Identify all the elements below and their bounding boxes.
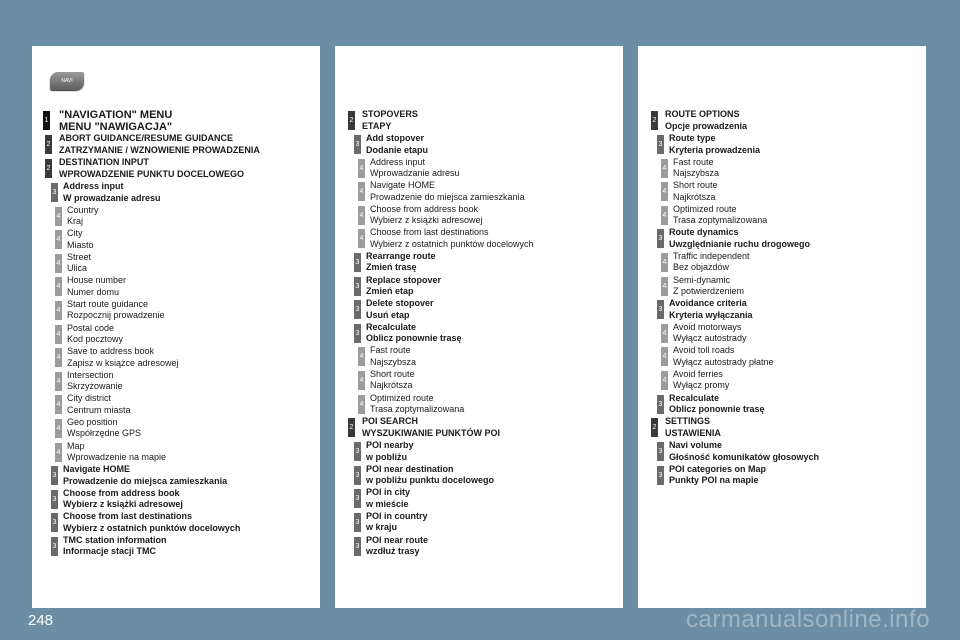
entry-label-en: Avoid toll roads <box>673 345 735 356</box>
entry-label-pl: Miasto <box>67 239 94 250</box>
entry-label-en: Short route <box>673 180 718 191</box>
entry-label-en: Avoid ferries <box>673 368 723 379</box>
menu-entry <box>335 322 623 346</box>
menu-entry <box>638 251 926 275</box>
entry-label-pl: Trasa zoptymalizowana <box>673 215 768 226</box>
menu-entry <box>638 464 926 488</box>
entry-label-en: Avoid motorways <box>673 321 742 332</box>
menu-column-3 <box>638 46 926 608</box>
entry-label-pl: Rozpocznij prowadzenie <box>67 310 165 321</box>
entry-label-en: City <box>67 228 83 239</box>
menu-tree-3 <box>638 109 926 487</box>
entry-label-pl: Bez objazdów <box>673 262 730 273</box>
entry-label-pl: Najkrótsza <box>370 380 413 391</box>
level-badge: 3 <box>354 277 361 296</box>
entry-label-en: Optimized route <box>370 392 434 403</box>
entry-label-pl: Numer domu <box>67 286 120 297</box>
entry-label-en: Fast route <box>370 345 411 356</box>
entry-label-en: Intersection <box>67 369 114 380</box>
entry-label-pl: Oblicz ponownie trasę <box>366 333 462 344</box>
entry-label-pl: Informacje stacji TMC <box>63 546 157 557</box>
level-badge: 3 <box>657 135 664 154</box>
navi-button-icon: NAVI <box>50 72 84 90</box>
menu-entry <box>638 440 926 464</box>
entry-label-en: Address input <box>63 181 124 191</box>
entry-label-pl: W prowadzanie adresu <box>63 192 161 203</box>
menu-entry <box>638 227 926 251</box>
level-badge: 4 <box>55 419 62 438</box>
menu-entry <box>335 204 623 228</box>
menu-entry <box>32 109 320 133</box>
entry-label-en: Semi-dynamic <box>673 274 731 285</box>
entry-label-pl: Zapisz w książce adresowej <box>67 357 179 368</box>
level-badge: 4 <box>661 371 668 390</box>
entry-label-en: Navi volume <box>669 440 723 451</box>
menu-entry <box>32 228 320 252</box>
level-badge: 4 <box>661 182 668 201</box>
entry-label-pl: Prowadzenie do miejsca zamieszkania <box>63 475 228 486</box>
entry-label-en: DESTINATION INPUT <box>59 157 149 167</box>
entry-label-en: POI near route <box>366 534 429 545</box>
entry-label-en: Navigate HOME <box>370 180 436 191</box>
entry-label-en: Rearrange route <box>366 250 436 261</box>
level-badge: 4 <box>358 371 365 390</box>
entry-label-en: Choose from last destinations <box>370 227 489 238</box>
level-badge: 4 <box>661 206 668 225</box>
menu-tree-1 <box>32 109 320 559</box>
level-badge: 3 <box>354 466 361 485</box>
level-badge: 3 <box>51 490 58 509</box>
level-badge: 4 <box>358 347 365 366</box>
entry-label-en: "NAVIGATION" MENU <box>59 109 173 121</box>
level-badge: 4 <box>55 230 62 249</box>
entry-label-en: Postal code <box>67 322 115 333</box>
level-badge: 4 <box>358 182 365 201</box>
menu-entry <box>335 275 623 299</box>
entry-label-pl: MENU "NAWIGACJA" <box>59 121 173 133</box>
menu-entry <box>638 109 926 133</box>
level-badge: 4 <box>55 395 62 414</box>
entry-label-pl: Dodanie etapu <box>366 144 429 155</box>
entry-label-en: Start route guidance <box>67 298 149 309</box>
entry-label-pl: Ulica <box>67 263 88 274</box>
menu-entry <box>32 464 320 488</box>
menu-entry <box>32 275 320 299</box>
menu-entry <box>32 133 320 157</box>
entry-label-pl: Najkrótsza <box>673 191 716 202</box>
menu-column-2 <box>335 46 623 608</box>
menu-entry <box>638 345 926 369</box>
menu-entry <box>32 346 320 370</box>
entry-label-en: Country <box>67 204 99 215</box>
level-badge: 4 <box>55 372 62 391</box>
menu-entry <box>335 227 623 251</box>
entry-label-pl: Wyłącz autostrady płatne <box>673 356 774 367</box>
menu-entry <box>335 157 623 181</box>
menu-entry <box>335 464 623 488</box>
level-badge: 3 <box>51 537 58 556</box>
level-badge: 4 <box>55 443 62 462</box>
entry-label-pl: Prowadzenie do miejsca zamieszkania <box>370 191 525 202</box>
entry-label-en: Avoidance criteria <box>669 298 747 309</box>
entry-label-pl: Zmień trasę <box>366 262 417 273</box>
level-badge: 4 <box>55 207 62 226</box>
entry-label-pl: Głośność komunikatów głosowych <box>669 451 820 462</box>
entry-label-en: SETTINGS <box>665 416 711 427</box>
menu-entry <box>335 345 623 369</box>
level-badge: 3 <box>51 466 58 485</box>
level-badge: 4 <box>661 324 668 343</box>
level-badge: 4 <box>55 277 62 296</box>
level-badge: 4 <box>55 254 62 273</box>
level-badge: 2 <box>651 111 658 130</box>
menu-entry <box>638 416 926 440</box>
entry-label-pl: Wybierz z ostatnich punktów docelowych <box>370 238 534 249</box>
menu-entry <box>32 511 320 535</box>
level-badge: 3 <box>354 324 361 343</box>
entry-label-en: Route dynamics <box>669 227 739 238</box>
entry-label-en: Choose from address book <box>63 487 180 498</box>
menu-column-1 <box>32 46 320 608</box>
entry-label-en: Short route <box>370 368 415 379</box>
entry-label-pl: w pobliżu <box>366 451 407 462</box>
entry-label-pl: Kryteria wyłączania <box>669 309 753 320</box>
entry-label-en: POI categories on Map <box>669 463 767 474</box>
menu-entry <box>32 535 320 559</box>
level-badge: 4 <box>55 301 62 320</box>
entry-label-pl: Wprowadzanie adresu <box>370 168 460 179</box>
entry-label-pl: Punkty POI na mapie <box>669 475 759 486</box>
entry-label-pl: Współrzędne GPS <box>67 428 142 439</box>
menu-entry <box>335 393 623 417</box>
level-badge: 4 <box>661 253 668 272</box>
menu-entry <box>638 369 926 393</box>
entry-label-pl: Trasa zoptymalizowana <box>370 404 465 415</box>
level-badge: 4 <box>55 348 62 367</box>
entry-label-pl: USTAWIENIA <box>665 427 721 438</box>
entry-label-pl: wzdłuż trasy <box>366 546 420 556</box>
menu-entry <box>32 252 320 276</box>
entry-label-pl: ZATRZYMANIE / WZNOWIENIE PROWADZENIA <box>59 144 260 155</box>
entry-label-pl: Usuń etap <box>366 309 410 320</box>
entry-label-en: TMC station information <box>63 534 167 545</box>
level-badge: 3 <box>354 300 361 319</box>
entry-label-en: POI SEARCH <box>362 416 419 427</box>
entry-label-pl: Wybierz z książki adresowej <box>63 499 183 510</box>
menu-entry <box>335 298 623 322</box>
entry-label-en: POI near destination <box>366 463 454 474</box>
entry-label-en: Optimized route <box>673 203 737 214</box>
entry-label-en: STOPOVERS <box>362 109 418 119</box>
level-badge: 2 <box>348 418 355 437</box>
entry-label-pl: WPROWADZENIE PUNKTU DOCELOWEGO <box>59 168 244 179</box>
menu-entry <box>335 440 623 464</box>
menu-entry <box>638 275 926 299</box>
level-badge: 4 <box>661 277 668 296</box>
menu-entry <box>638 180 926 204</box>
level-badge: 3 <box>354 537 361 556</box>
menu-entry <box>32 441 320 465</box>
menu-entry <box>32 370 320 394</box>
entry-label-en: Delete stopover <box>366 298 434 309</box>
entry-label-en: Save to address book <box>67 346 155 357</box>
entry-label-en: Route type <box>669 133 716 143</box>
menu-entry <box>335 511 623 535</box>
menu-entry <box>335 180 623 204</box>
entry-label-pl: Kod pocztowy <box>67 334 124 345</box>
entry-label-en: Add stopover <box>366 133 425 143</box>
menu-entry <box>335 369 623 393</box>
entry-label-pl: Wyłącz autostrady <box>673 333 747 344</box>
level-badge: 3 <box>657 442 664 461</box>
level-badge: 3 <box>354 135 361 154</box>
level-badge: 2 <box>348 111 355 130</box>
menu-entry <box>32 323 320 347</box>
entry-label-pl: Najszybsza <box>673 168 720 179</box>
menu-entry <box>32 417 320 441</box>
entry-label-en: Map <box>67 440 85 451</box>
menu-entry <box>638 298 926 322</box>
entry-label-pl: Wybierz z ostatnich punktów docelowych <box>63 522 241 533</box>
level-badge: 4 <box>358 229 365 248</box>
entry-label-en: Street <box>67 251 92 262</box>
level-badge: 4 <box>661 159 668 178</box>
level-badge: 3 <box>657 229 664 248</box>
menu-entry <box>335 487 623 511</box>
level-badge: 4 <box>55 325 62 344</box>
entry-label-pl: Oblicz ponownie trasę <box>669 404 765 415</box>
menu-entry <box>32 393 320 417</box>
level-badge: 3 <box>657 300 664 319</box>
entry-label-pl: Kryteria prowadzenia <box>669 144 761 155</box>
watermark: carmanualsonline.info <box>686 606 930 633</box>
entry-label-pl: ETAPY <box>362 120 392 131</box>
level-badge: 4 <box>358 159 365 178</box>
entry-label-en: Fast route <box>673 156 714 167</box>
menu-entry <box>32 157 320 181</box>
level-badge: 3 <box>354 253 361 272</box>
entry-label-pl: Uwzględnianie ruchu drogowego <box>669 238 811 249</box>
entry-label-en: Choose from last destinations <box>63 511 193 522</box>
entry-label-pl: Opcje prowadzenia <box>665 120 748 131</box>
level-badge: 4 <box>358 395 365 414</box>
menu-entry <box>32 205 320 229</box>
level-badge: 1 <box>43 111 50 130</box>
level-badge: 2 <box>651 418 658 437</box>
entry-label-pl: w kraju <box>366 522 398 533</box>
entry-label-en: POI nearby <box>366 440 414 451</box>
entry-label-en: ABORT GUIDANCE/RESUME GUIDANCE <box>59 133 234 143</box>
menu-entry <box>638 204 926 228</box>
menu-entry <box>638 157 926 181</box>
entry-label-en: Geo position <box>67 416 118 427</box>
menu-entry <box>638 393 926 417</box>
entry-label-en: Recalculate <box>366 321 417 332</box>
entry-label-pl: Najszybsza <box>370 356 417 367</box>
level-badge: 3 <box>51 183 58 202</box>
level-badge: 4 <box>661 347 668 366</box>
level-badge: 3 <box>657 395 664 414</box>
entry-label-pl: Centrum miasta <box>67 404 131 415</box>
menu-tree-2 <box>335 109 623 558</box>
entry-label-pl: Zmień etap <box>366 286 414 297</box>
level-badge: 3 <box>657 466 664 485</box>
entry-label-pl: Wyłącz promy <box>673 380 730 391</box>
entry-label-en: Traffic independent <box>673 250 750 261</box>
entry-label-en: POI in country <box>366 510 428 521</box>
menu-entry <box>335 535 623 559</box>
menu-entry <box>335 109 623 133</box>
menu-entry <box>335 416 623 440</box>
entry-label-en: Navigate HOME <box>63 464 131 475</box>
page-number: 248 <box>28 612 54 629</box>
menu-entry <box>335 251 623 275</box>
entry-label-en: POI in city <box>366 487 411 498</box>
menu-entry <box>638 322 926 346</box>
entry-label-en: ROUTE OPTIONS <box>665 109 740 119</box>
entry-label-en: Replace stopover <box>366 274 442 285</box>
entry-label-pl: Z potwierdzeniem <box>673 286 745 297</box>
menu-entry <box>32 181 320 205</box>
level-badge: 3 <box>354 442 361 461</box>
level-badge: 3 <box>354 489 361 508</box>
level-badge: 2 <box>45 135 52 154</box>
menu-entry <box>638 133 926 157</box>
entry-label-pl: w pobliżu punktu docelowego <box>366 475 494 486</box>
menu-entry <box>335 133 623 157</box>
menu-entry <box>32 488 320 512</box>
level-badge: 2 <box>45 159 52 178</box>
level-badge: 3 <box>51 513 58 532</box>
entry-label-pl: Kraj <box>67 216 84 227</box>
entry-label-en: House number <box>67 275 127 286</box>
level-badge: 4 <box>358 206 365 225</box>
entry-label-pl: Wprowadzenie na mapie <box>67 452 167 463</box>
entry-label-en: Address input <box>370 156 426 167</box>
entry-label-pl: Skrzyżowanie <box>67 381 123 392</box>
entry-label-en: Recalculate <box>669 392 720 403</box>
entry-label-pl: Wybierz z książki adresowej <box>370 215 483 226</box>
entry-label-en: City district <box>67 393 112 404</box>
entry-label-en: Choose from address book <box>370 203 479 214</box>
level-badge: 3 <box>354 513 361 532</box>
entry-label-pl: w mieście <box>366 498 409 509</box>
menu-entry <box>32 299 320 323</box>
entry-label-pl: WYSZUKIWANIE PUNKTÓW POI <box>362 427 500 438</box>
